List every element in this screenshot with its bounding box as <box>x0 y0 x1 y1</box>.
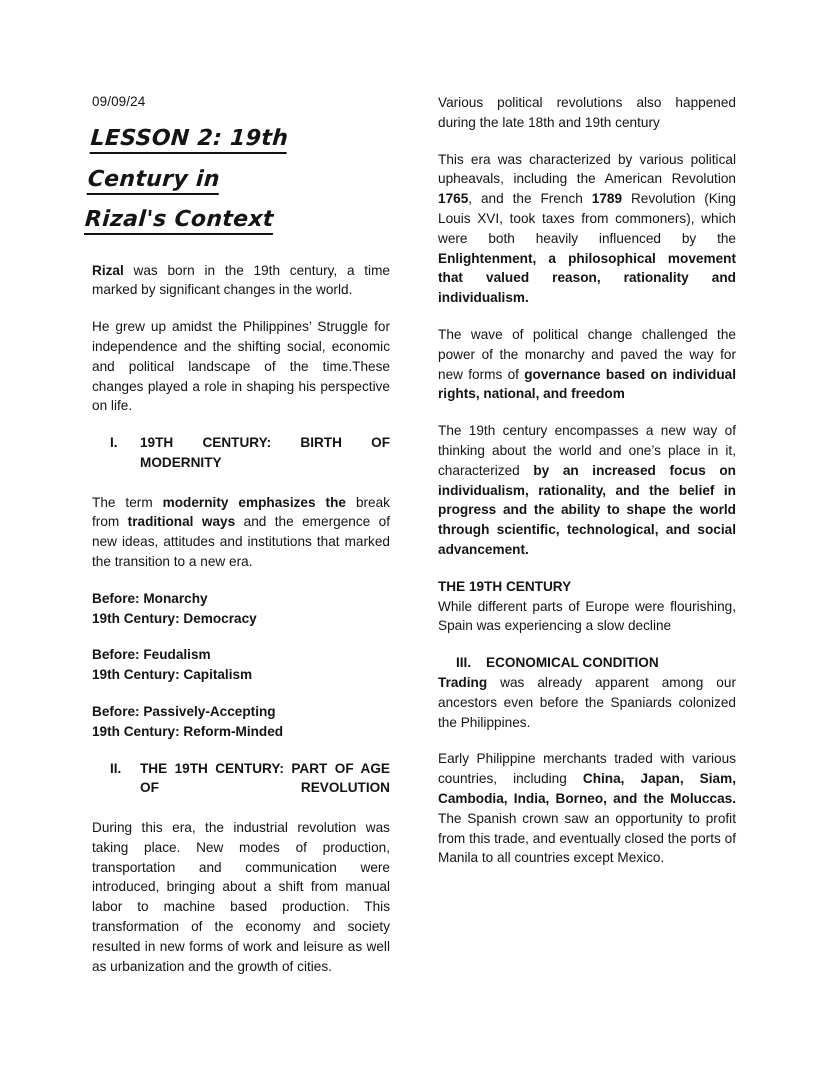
title-line-1-text: LESSON 2: 19th Century in <box>87 126 289 195</box>
era-part-e: Revolution (King Louis XVI, took taxes from commoners), which were both heavily influenced by the <box>438 191 736 246</box>
section-heading-1 <box>92 433 390 492</box>
section-1-marker: I. <box>110 435 118 451</box>
title-line-2 <box>83 200 384 241</box>
bold-year-1789: 1789 <box>591 191 623 207</box>
era-part-c: , and the French <box>468 191 592 207</box>
section-2-title: THE 19TH CENTURY: PART OF AGE OF REVOLUTION <box>140 760 390 796</box>
paragraph-wave-of-change <box>438 325 736 404</box>
section-2-marker: II. <box>110 760 122 776</box>
wave-part-a: The wave of political change challenged the power of the monarchy and paved the way for new forms of <box>438 326 736 382</box>
paragraph-political-revolutions: Various political revolutions also happened during the late 18th and 19th century <box>438 95 736 130</box>
paragraph-era-characterized <box>438 150 736 308</box>
section-1-title: 19TH CENTURY: BIRTH OF MODERNITY <box>140 435 390 470</box>
pair-2-before: Before: Feudalism <box>92 647 211 663</box>
spacer <box>92 628 390 645</box>
bold-year-1765: 1765 <box>438 191 469 207</box>
pair-1-after: 19th Century: Democracy <box>92 610 257 626</box>
section-3-marker: III. <box>456 655 472 671</box>
paragraph-industrial-revolution: During this era, the industrial revolution was taking place. New modes of production, transportation and communication were introduced, bringing about a shift from manual labor to machine based production. This transformation of the economy and society resulted in new forms of work and leisure as well as urbanization and the growth of cities. <box>92 819 390 974</box>
title-line-2-text: Rizal's Context <box>84 207 275 235</box>
bold-traditional-ways: traditional ways <box>127 514 236 530</box>
merchants-part-a: Early Philippine merchants traded with various countries, including <box>438 751 736 787</box>
bold-increased-focus: by an increased focus on individualism, rationality, and the belief in progress and the ability to shape the world through scientific, technological, and social advancement. <box>438 462 736 557</box>
document-title <box>83 119 390 241</box>
contrast-pair-2 <box>92 645 390 685</box>
left-column <box>84 93 390 993</box>
title-line-1 <box>86 119 390 200</box>
pair-2-after: 19th Century: Capitalism <box>92 667 253 683</box>
bold-enlightenment: Enlightenment, a philosophical movement that valued reason, rationality and individualism. <box>438 250 736 306</box>
contrast-pair-1 <box>92 589 390 629</box>
spacer <box>92 685 390 702</box>
bold-trading: Trading <box>438 674 488 690</box>
era-part-a: This era was characterized by various political upheavals, including the American Revolution <box>438 151 736 187</box>
merchants-part-c: The Spanish crown saw an opportunity to profit from this trade, and eventually closed the ports of Manila to all countries except Mexico. <box>438 810 736 866</box>
paragraph-grew-up: He grew up amidst the Philippines’ Struggle for independence and the shifting social, economic and political landscape of the time.These changes played a role in shaping his perspective on life. <box>92 319 390 414</box>
spacer <box>92 742 390 759</box>
modernity-part-e: and the emergence of new ideas, attitudes and institutions that marked the transition to a new era. <box>92 514 390 569</box>
paragraph-spain-decline: While different parts of Europe were flourishing, Spain was experiencing a slow decline <box>438 598 736 634</box>
paragraph-trading <box>438 673 736 732</box>
modernity-part-c: break from <box>92 494 390 530</box>
subheading-the-19th-century: THE 19TH CENTURY <box>438 578 572 594</box>
paragraph-rizal-born <box>92 261 390 301</box>
right-column <box>438 93 736 885</box>
two-column-layout <box>84 93 740 993</box>
modernity-part-a: The term <box>92 494 163 510</box>
section-heading-3 <box>438 653 736 673</box>
trading-rest: was already apparent among our ancestors even before the Spaniards colonized the Philippines. <box>438 674 736 730</box>
pair-1-before: Before: Monarchy <box>92 590 208 606</box>
bold-trading-countries: China, Japan, Siam, Cambodia, India, Borneo, and the Moluccas. <box>438 771 736 806</box>
pair-3-after: 19th Century: Reform-Minded <box>92 723 284 739</box>
bold-modernity-emphasizes: modernity emphasizes the <box>162 494 346 510</box>
paragraph-rizal-born-rest: was born in the 19th century, a time marked by significant changes in the world. <box>92 262 390 298</box>
paragraph-modernity <box>92 493 390 572</box>
bold-governance: governance based on individual rights, national, and freedom <box>438 366 736 402</box>
contrast-pair-3 <box>92 702 390 742</box>
paragraph-new-way-thinking <box>438 421 736 560</box>
pair-3-before: Before: Passively-Accepting <box>92 703 276 719</box>
bold-rizal: Rizal <box>92 262 124 278</box>
document-date: 09/09/24 <box>92 94 146 109</box>
section-heading-2 <box>92 759 390 818</box>
paragraph-early-merchants <box>438 749 736 868</box>
thinking-part-a: The 19th century encompasses a new way of thinking about the world and one’s place in it, characterized <box>438 423 736 478</box>
section-3-title: ECONOMICAL CONDITION <box>486 655 659 671</box>
